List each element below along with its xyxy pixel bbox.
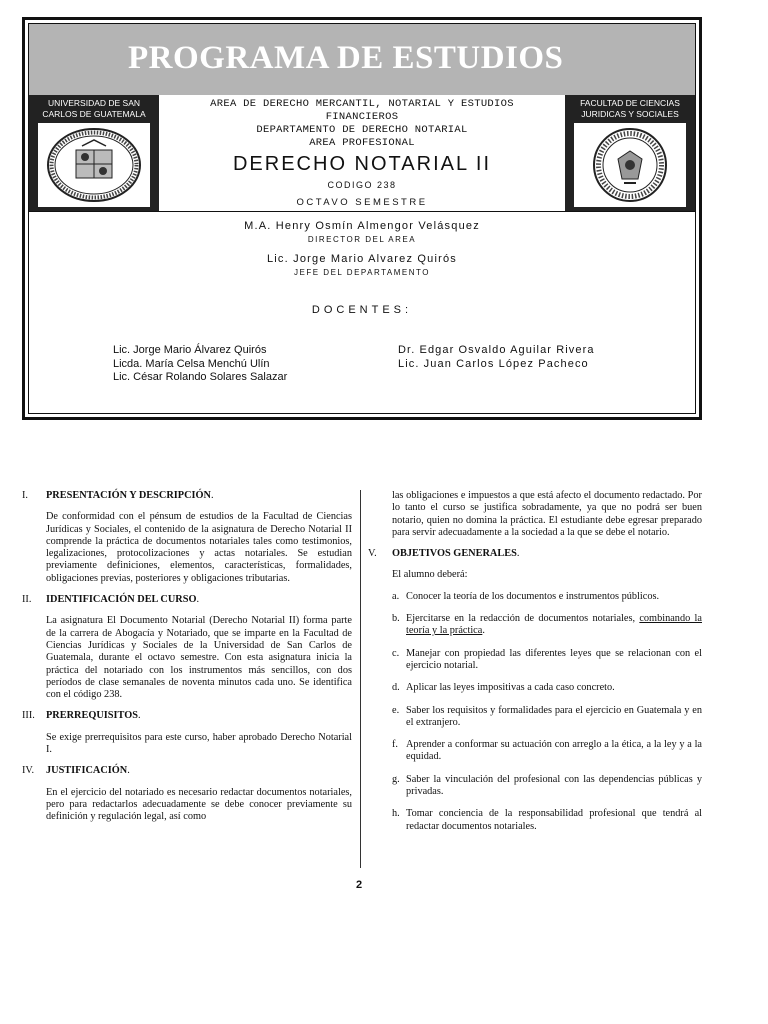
column-divider (360, 490, 361, 868)
institution-row (29, 95, 695, 212)
objective-item: c. Manejar con propiedad las diferentes leyes que se relacionan con el ejercicio notarial. (392, 647, 702, 671)
objective-item: e. Saber los requisitos y formalidades para el ejercicio en Guatemala y en el extranjero. (392, 704, 702, 728)
right-column (368, 490, 702, 843)
docente: Lic. Jorge Mario Álvarez Quirós (113, 344, 267, 356)
director-role: DIRECTOR DEL AREA (307, 235, 417, 244)
left-column (22, 490, 352, 833)
section-1-heading: I. PRESENTACIÓN Y DESCRIPCIÓN. (22, 490, 214, 501)
page-title: PROGRAMA DE ESTUDIOS (128, 40, 564, 76)
docente: Lic. César Rolando Solares Salazar (113, 371, 288, 383)
program-header-frame (22, 17, 702, 420)
authorities (29, 220, 695, 277)
section-2-heading: II. IDENTIFICACIÓN DEL CURSO. (22, 594, 200, 606)
area-line-1: AREA DE DERECHO MERCANTIL, NOTARIAL Y ESTUDIOS (210, 98, 514, 110)
chief-name: Lic. Jorge Mario Alvarez Quirós (266, 253, 458, 265)
title-band (29, 24, 695, 95)
section-3-text: Se exige prerrequisitos para este curso, haber aprobado Derecho Notarial I. (46, 731, 352, 756)
course-name: DERECHO NOTARIAL II (232, 153, 492, 175)
objective-item: d. Aplicar las leyes impositivas a cada caso concreto. (392, 682, 615, 694)
department-line: DEPARTAMENTO DE DERECHO NOTARIAL (256, 124, 468, 136)
section-1-text: De conformidad con el pénsum de estudios de la Facultad de Ciencias Jurídicas y Sociales, el contenido de la asignatura de Derecho Notarial II comprende la práctica de documentos notariales tales como testimonios, legalizaciones, protocolizaciones y actas notariales. Se estudian previamente definiciones, elementos, características, formalidades, obligaciones previas, posteriores y obligaciones tributarias. (46, 511, 352, 584)
page-number: 2 (356, 879, 363, 891)
section-3-heading: III. PRERREQUISITOS. (22, 710, 141, 722)
docentes-list-right (398, 344, 595, 371)
docentes-heading: DOCENTES: (311, 304, 413, 316)
faculty-block (565, 95, 695, 211)
course-heading (159, 95, 565, 211)
semester: OCTAVO SEMESTRE (296, 197, 428, 208)
section-5-heading: V. OBJETIVOS GENERALES. (368, 548, 520, 560)
university-seal-icon (38, 123, 150, 207)
chief-role: JEFE DEL DEPARTAMENTO (294, 268, 430, 277)
section-4-text: En el ejercicio del notariado es necesario redactar documentos notariales, pero para redactarlos adecuadamente se debe conocer previamente su definición y regulación legal, así como (46, 786, 352, 823)
university-block (29, 95, 159, 211)
section-5-intro: El alumno deberá: (392, 569, 468, 581)
objective-item: g. Saber la vinculación del profesional con las dependencias públicas y privadas. (392, 773, 702, 798)
objective-item: h. Tomar conciencia de la responsabilidad profesional que tendrá al redactar documentos notariales. (392, 808, 702, 832)
section-4-continued: las obligaciones e impuestos a que está afecto el documento redactado. Por lo tanto el curso se justifica sobradamente, ya que no podrá ser buen notario, quien no domina la práctica. El estudiante debe egresar preparado para servir adecuadamente a la sociedad a la que se debe el notario. (392, 490, 702, 538)
faculty-caption: FACULTAD DE CIENCIAS JURIDICAS Y SOCIALES (580, 98, 680, 119)
objective-item: b. Ejercitarse en la redacción de documentos notariales, combinando la teoría y la práctica. (392, 613, 702, 637)
area-line-2: FINANCIEROS (325, 111, 399, 123)
course-code: CODIGO 238 (327, 180, 397, 190)
university-caption: UNIVERSIDAD DE SAN CARLOS DE GUATEMALA (42, 98, 146, 119)
director-name: M.A. Henry Osmín Almengor Velásquez (244, 220, 480, 232)
section-4-heading: IV. JUSTIFICACIÓN. (22, 765, 130, 777)
area-profesional-line: AREA PROFESIONAL (309, 137, 415, 149)
frame-inner (28, 23, 696, 414)
docente: Licda. María Celsa Menchú Ulín (113, 357, 270, 370)
docente: Dr. Edgar Osvaldo Aguilar Rivera (398, 344, 595, 356)
docentes-list-left (113, 344, 287, 385)
faculty-seal-icon (574, 123, 686, 207)
objective-item: a. Conocer la teoría de los documentos e instrumentos públicos. (392, 590, 660, 602)
objective-item: f. Aprender a conformar su actuación con arreglo a la ética, a la ley y a la equidad. (392, 739, 702, 763)
section-2-text: La asignatura El Documento Notarial (Derecho Notarial II) forma parte de la carrera de Abogacía y Notariado, que se imparte en la Facultad de Ciencias Jurídicas y Sociales de la Universidad de San Carlos de Guatemala, durante el octavo semestre. Con esta asignatura inicia la práctica del notariado con los instrumentos más sencillos, con dos períodos de clase semanales de noventa minutos cada uno. Se identifica con el código 238. (46, 615, 352, 701)
docente: Lic. Juan Carlos López Pacheco (398, 357, 589, 370)
